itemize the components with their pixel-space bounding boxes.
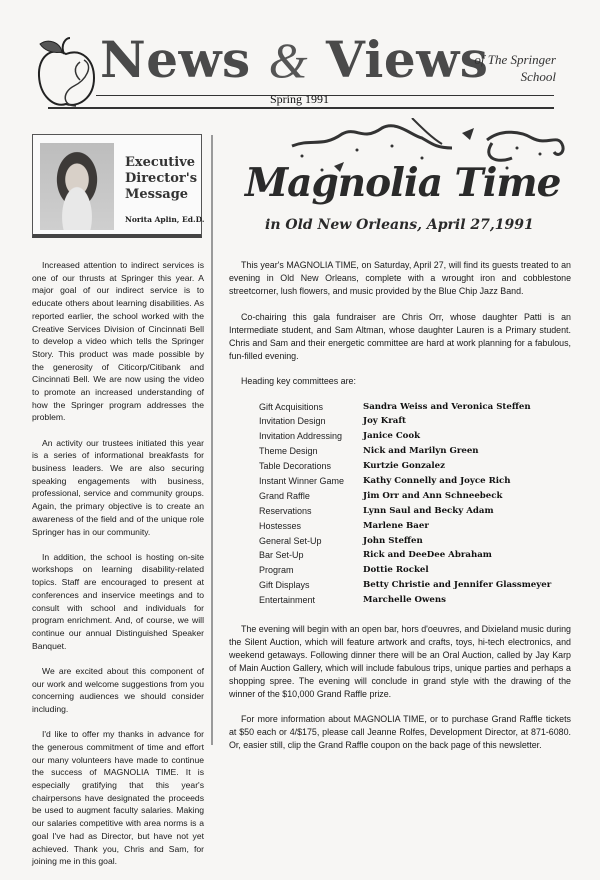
paragraph: I'd like to offer my thanks in advance for the generous commitment of time and effort our many volunteers have made to continue the success of MAGNOLIA TIME. It is especially gratifying that this year's chairpersons have designated the proceeds be used to augment faculty salaries. Making our salaries competitive with area norms is a goal I've had as Director, but have not yet achieved. Thank you, Chris and Sam, for joining me in this goal. (32, 729, 204, 867)
committee-row (259, 430, 551, 445)
committee-chair: Joy Kraft (363, 416, 407, 427)
committee-role: Program (259, 565, 294, 576)
column-divider (211, 135, 213, 745)
committee-row (259, 475, 551, 490)
heading-line-3: Message (125, 187, 189, 202)
committee-row (259, 564, 551, 579)
committee-chair: Kurtzie Gonzalez (363, 461, 446, 472)
committee-chair: Janice Cook (363, 431, 421, 442)
title-ampersand: & (268, 32, 309, 88)
committee-role: Theme Design (259, 446, 318, 457)
paragraph: Co-chairing this gala fundraiser are Chris Orr, whose daughter Patti is an Intermediate student, and Sam Altman, whose daughter Lauren is a Primary student. Chris and Sam and their energetic committee are hard at work planning for a fabulous, fun-filled evening. (229, 311, 571, 361)
heading-line-1: Executive (125, 155, 196, 170)
title-views: Views (325, 30, 489, 89)
committee-role: Invitation Design (259, 416, 326, 427)
committee-role: Reservations (259, 505, 312, 516)
paragraph: In addition, the school is hosting on-site workshops on learning disability-related topics. Staff are encouraged to present at conferences and inservice meetings and to consult with school and individuals for program enrichment. And, of course, we will continue our annual Distinguished Speaker Banquet. (32, 551, 204, 651)
committee-chair: Betty Christie and Jennifer Glassmeyer (363, 580, 552, 591)
event-logo-title: Magnolia Time (245, 160, 561, 206)
title-news: News (100, 30, 251, 89)
committee-role: Gift Acquisitions (259, 401, 324, 412)
subtitle-line-1: of The Springer (474, 52, 556, 67)
director-message-heading (125, 155, 197, 203)
edition-label: Spring 1991 (270, 92, 330, 106)
heading-line-2: Director's (125, 171, 198, 186)
committee-role: Table Decorations (259, 461, 332, 472)
committee-table (259, 401, 551, 609)
committee-chair: Nick and Marilyn Green (363, 446, 479, 457)
paragraph: Increased attention to indirect services is one of our thrusts at Springer this year. A major goal of our indirect service is to educate others about learning disabilities. As reported earlier, the school worked with the Creative Services Division of Cincinnati Bell to develop a video which tells the Springer Story. This product was made possible by the generosity of Citicorp/Citibank and Cincinnati Bell. We are now using the video to promote an increased understanding of how the Springer program addresses the problem. (32, 260, 204, 423)
newsletter-subtitle (470, 51, 556, 85)
committee-chair: Lynn Saul and Becky Adam (363, 505, 494, 516)
committee-row (259, 460, 551, 475)
committee-intro: Heading key committees are: (241, 376, 356, 386)
committee-chair: John Steffen (363, 535, 423, 546)
committee-row (259, 594, 551, 609)
masthead-rule-bottom (48, 107, 554, 109)
committee-role: Grand Raffle (259, 490, 310, 501)
committee-row (259, 535, 551, 550)
committee-row (259, 415, 551, 430)
committee-role: Bar Set-Up (259, 550, 304, 561)
paragraph: The evening will begin with an open bar, hors d'oeuvres, and Dixieland music during the Silent Auction, which will feature artwork and crafts, toys, hi-tech electronics, and weekend getaways. Following dinner there will be an Oral Auction, called by Jay Karp of Main Auction Gallery, which will include fabulous trips, unique parties and perhaps a shopping spree. The evening will conclude in grand style with the drawing of the winner of the $10,000 Grand Raffle prize. (229, 623, 571, 699)
subtitle-line-2: School (520, 69, 556, 84)
paragraph: For more information about MAGNOLIA TIME, or to purchase Grand Raffle tickets at $50 each or 4/$175, please call Jeanne Rolfes, Development Director, at 871-6080. Or, easier still, clip the Grand Raffle coupon on the back page of this newsletter. (229, 714, 571, 751)
committee-role: Entertainment (259, 595, 316, 606)
committee-row (259, 520, 551, 535)
paragraph: This year's MAGNOLIA TIME, on Saturday, April 27, will find its guests treated to an evening in Old New Orleans, complete with a wrought iron and cobblestone streetcorner, lush flowers, and music provided by the Blue Chip Jazz Band. (229, 260, 571, 296)
committee-chair: Marlene Baer (363, 520, 429, 531)
committee-chair: Sandra Weiss and Veronica Steffen (363, 401, 531, 412)
committee-role: Instant Winner Game (259, 475, 345, 486)
newsletter-title (100, 30, 488, 90)
committee-role: Gift Displays (259, 580, 310, 591)
committee-chair: Kathy Connelly and Joyce Rich (363, 475, 511, 486)
committee-row (259, 445, 551, 460)
apple-logo-icon (36, 36, 98, 110)
event-logo-subtitle: in Old New Orleans, April 27,1991 (265, 217, 534, 233)
committee-row (259, 505, 551, 520)
committee-chair: Rick and DeeDee Abraham (363, 550, 492, 561)
committee-chair: Jim Orr and Ann Schneebeck (363, 490, 503, 501)
director-message-box (32, 134, 205, 238)
director-photo (40, 143, 114, 230)
director-name: Norita Aplin, Ed.D. (125, 215, 205, 224)
committee-role: General Set-Up (259, 535, 322, 546)
paragraph: An activity our trustees initiated this year is a series of informational breakfasts for business leaders. We are also securing speaking engagements with business, professional, service and community groups. Again, the primary objective is to create an awareness of the field and of the unique role Springer has in our community. (32, 437, 204, 537)
committee-role: Hostesses (259, 520, 302, 531)
committee-row (259, 579, 551, 594)
director-message-body (32, 259, 204, 880)
committee-row (259, 490, 551, 505)
committee-row (259, 549, 551, 564)
paragraph: We are excited about this component of our work and welcome suggestions from you concerning audiences we should consider including. (32, 665, 204, 714)
committee-row (259, 401, 551, 416)
committee-role: Invitation Addressing (259, 431, 343, 442)
committee-chair: Marchelle Owens (363, 595, 446, 606)
committee-chair: Dottie Rockel (363, 565, 429, 576)
event-article-body (229, 259, 571, 765)
